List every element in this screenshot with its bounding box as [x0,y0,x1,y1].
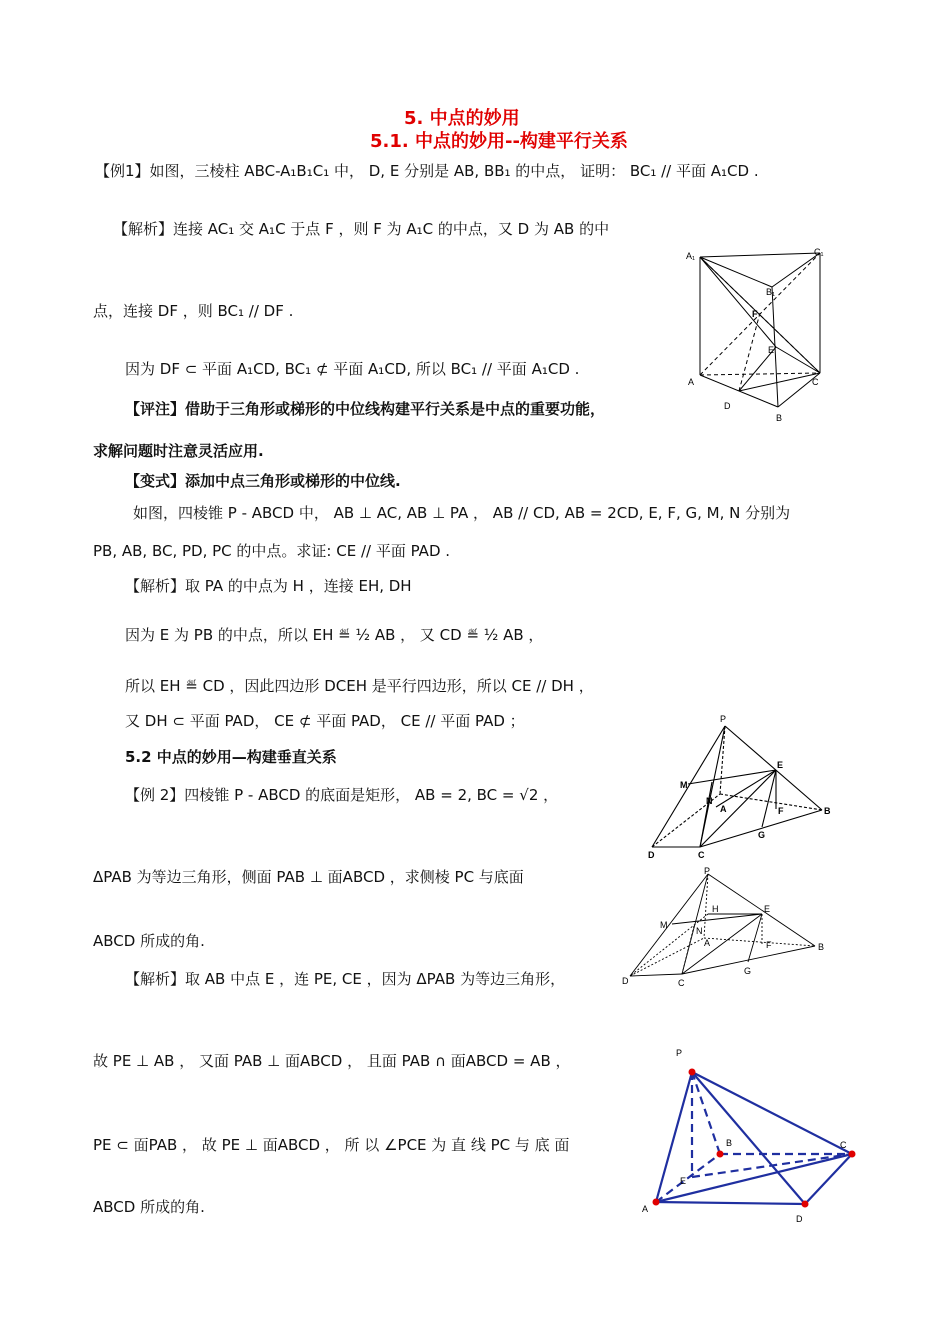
label-h: H [712,904,719,914]
pyramid-figure-2 [620,866,830,991]
solution3-line3: PE ⊂ 面PAB ， 故 PE ⊥ 面ABCD ， 所 以 ∠PCE 为 直 线 PC 与 底 面 [93,1136,570,1154]
solution1-line1: 【解析】连接 AC₁ 交 A₁C 于点 F ，则 F 为 A₁C 的中点，又 D 为 AB 的中 [113,220,610,238]
label-e: E [764,904,771,914]
label-f: F [778,806,784,816]
label-a: A [720,804,727,814]
label-d: D [622,976,629,986]
comment1-line2: 求解问题时注意灵活应用. [93,442,264,460]
label-b: B [776,413,783,423]
example2-line1: 【例 2】四棱锥 P - ABCD 的底面是矩形， AB = 2, BC = √2 ， [125,786,559,804]
example2-line2: ΔPAB 为等边三角形，侧面 PAB ⊥ 面ABCD ，求侧棱 PC 与底面 [93,868,524,886]
label-c: C [840,1140,847,1150]
solution1-line2: 点，连接 DF ，则 BC₁ // DF . [93,302,294,320]
label-d: D [724,401,731,411]
section52-title: 5.2 中点的妙用—构建垂直关系 [125,748,337,766]
label-p: P [704,866,711,876]
label-c: C [698,850,705,860]
example2-line3: ABCD 所成的角. [93,932,205,950]
label-g: G [758,830,766,840]
label-a: A [704,938,711,948]
prism-figure [680,245,840,425]
label-e: E [777,760,784,770]
label-g: G [744,966,752,976]
label-c1: C₁ [814,247,824,257]
label-e: E [680,1176,687,1186]
solution2-line2: 因为 E 为 PB 的中点，所以 EH ≝ ½ AB ， 又 CD ≝ ½ AB ， [125,626,544,644]
label-a: A [688,377,695,387]
label-d: D [796,1214,803,1224]
label-f: F [766,940,772,950]
label-m: M [680,780,688,790]
label-c: C [812,377,819,387]
solution3-line1: 【解析】取 AB 中点 E ，连 PE, CE ，因为 ΔPAB 为等边三角形， [125,970,566,988]
label-d: D [648,850,655,860]
main-title: 5. 中点的妙用 [404,108,520,129]
label-f: F [752,309,758,319]
label-b: B [824,806,831,816]
label-a1: A₁ [686,251,696,261]
pyramid-figure-3 [640,1042,870,1232]
label-p: P [720,714,727,724]
example1-line1: 【例1】如图，三棱柱 ABC-A₁B₁C₁ 中， D, E 分别是 AB, BB₁ 的中点， 证明： BC₁ // 平面 A₁CD . [95,162,759,180]
solution3-line2: 故 PE ⊥ AB ， 又面 PAB ⊥ 面ABCD ， 且面 PAB ∩ 面ABCD = AB ， [93,1052,571,1070]
variant-heading: 【变式】添加中点三角形或梯形的中位线. [125,472,401,490]
sub-title: 5.1. 中点的妙用--构建平行关系 [370,131,628,152]
label-b: B [818,942,825,952]
label-n: N [706,796,713,806]
variant-line2: PB, AB, BC, PD, PC 的中点。求证: CE // 平面 PAD . [93,542,451,560]
solution3-line4: ABCD 所成的角. [93,1198,205,1216]
solution2-line1: 【解析】取 PA 的中点为 H ，连接 EH, DH [125,577,412,595]
solution2-line4: 又 DH ⊂ 平面 PAD， CE ⊄ 平面 PAD， CE // 平面 PAD ； [125,712,525,730]
label-b1: B₁ [766,287,776,297]
pyramid-figure-1 [640,712,840,862]
label-m: M [660,920,668,930]
label-n: N [696,926,703,936]
label-e: E [768,345,775,355]
label-a: A [642,1204,649,1214]
solution2-line3: 所以 EH ≝ CD ，因此四边形 DCEH 是平行四边形，所以 CE // DH ， [125,677,594,695]
label-p: P [676,1048,683,1058]
comment1-line1: 【评注】借助于三角形或梯形的中位线构建平行关系是中点的重要功能， [125,400,606,418]
label-b: B [726,1138,733,1148]
variant-line1: 如图，四棱锥 P - ABCD 中， AB ⊥ AC, AB ⊥ PA ， AB // CD, AB = 2CD, E, F, G, M, N 分别为 [133,504,791,522]
solution1-line3: 因为 DF ⊂ 平面 A₁CD, BC₁ ⊄ 平面 A₁CD, 所以 BC₁ // 平面 A₁CD . [125,360,580,378]
label-c: C [678,978,685,988]
